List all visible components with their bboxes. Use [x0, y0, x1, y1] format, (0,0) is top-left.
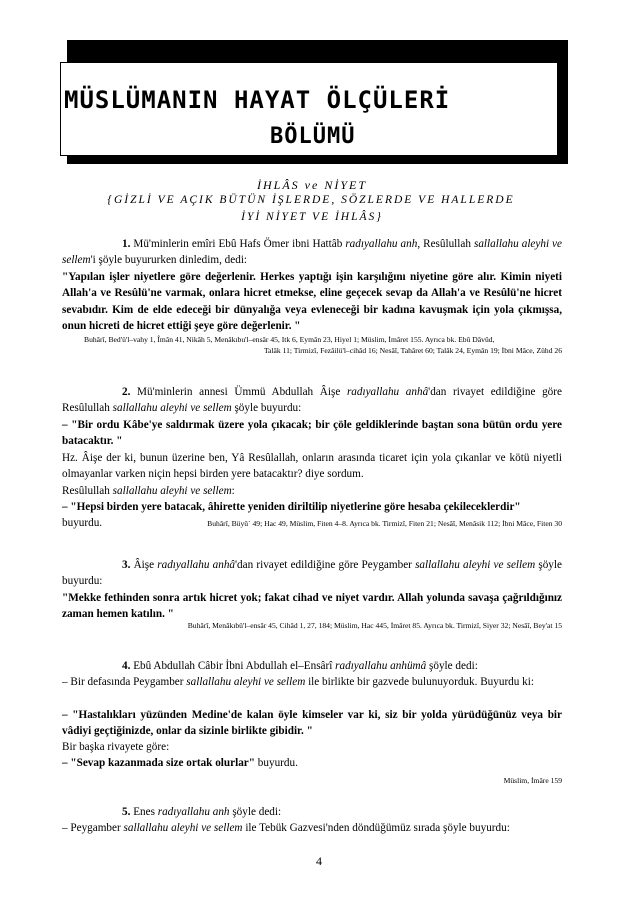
hadith-1-quote: "Yapılan işler niyetlere göre değerlenir. Herkes yaptığı işin karşılığını niyetine göre alır. Kimin niyeti Allah'a ve Resûlü'ne varmak, onlara hicret etmekse, eline geçecek sevap da Allah'a ve Resûlü'ne hicret sevabıdır. Kim de elde edeceği bir dünyalığa veya evleneceği bir kadına kavuşmak için yola çıkmışsa, onun hicreti de hicret ettiği şeye göre değerlenir. "	[62, 271, 562, 332]
hadith-1-source-2: Talâk 11; Tirmizî, Fezâilü'l–cihâd 16; Nesâî, Tahâret 60; Talâk 24, Eymân 19; İbni Mâce, Zühd 26	[263, 346, 562, 355]
hadith-number: 3.	[122, 559, 131, 571]
section-heading: İHLÂS ve NİYET	[257, 178, 367, 192]
page-title-line1: MÜSLÜMANIN HAYAT ÖLÇÜLERİ	[64, 86, 451, 114]
hadith-3-intro: 3. Âişe radıyallahu anhâ'dan rivayet edildiğine göre Peygamber sallallahu aleyhi ve sellem şöyle buyurdu:	[62, 559, 562, 588]
hadith-3-source: Buhârî, Menâkıbü'l–ensâr 45, Cihâd 1, 27, 184; Müslim, Hac 445, İmâret 85. Ayrıca bk. Tirmizî, Siyer 32; Nesâî, Bey'at 15	[187, 621, 562, 630]
hadith-4-context: – Bir defasında Peygamber sallallahu aleyhi ve sellem ile birlikte bir gazvede bulunuyorduk. Buyurdu ki:	[62, 676, 534, 688]
hadith-2-intro: 2. Mü'minlerin annesi Ümmü Abdullah Âişe radıyallahu anhâ'dan rivayet edildiğine göre Resûlullah sallallahu aleyhi ve sellem şöyle buyurdu:	[62, 386, 562, 415]
hadith-4-quote: – "Hastalıkları yüzünden Medine'de kalan öyle kimseler var ki, siz bir yolda yürüdüğünüz veya bir vâdiyi geçtiğinizde, onlar da sizinle birlikte gibidir. "	[62, 709, 562, 738]
hadith-5-context: – Peygamber sallallahu aleyhi ve sellem ile Tebük Gazvesi'nden döndüğümüz sırada şöyle buyurdu:	[62, 822, 510, 834]
hadith-2-quote-1: – "Bir ordu Kâbe'ye saldırmak üzere yola çıkacak; bir çöle geldiklerinde baştan sona bütün ordu yere batacaktır. "	[62, 419, 562, 448]
hadith-2-source: Buhârî, Büyû` 49; Hac 49, Müslim, Fiten 4–8. Ayrıca bk. Tirmizî, Fiten 21; Nesâî, Menâsik 112; İbni Mâce, Fiten 30	[207, 519, 562, 528]
hadith-1-source-1: Buhârî, Bed'ü'l–vahy 1, Îmân 41, Nikâh 5, Menâkıbu'l–ensâr 45, Itk 6, Eymân 23, Hiyel 1; Müslim, İmâret 155. Ayrıca bk. Ebû Dâvûd,	[84, 335, 495, 344]
hadith-number: 2.	[122, 386, 131, 398]
hadith-2-narration: Hz. Âişe der ki, bunun üzerine ben, Yâ Resûlallah, onların arasında ticaret için yola çıkanlar ve kötü niyetli olmayanlar varken niçin hepsi birden yere batacaktır? diye sordum.	[62, 452, 562, 481]
hadith-4-other-narration: Bir başka rivayete göre:	[62, 741, 170, 753]
hadith-1-intro: 1. Mü'minlerin emîri Ebû Hafs Ömer ibni Hattâb radıyallahu anh, Resûlullah sallallahu aleyhi ve sellem'i şöyle buyururken dinledim, dedi:	[62, 238, 562, 267]
hadith-2-quote-2: – "Hepsi birden yere batacak, âhirette yeniden diriltilip niyetlerine göre hesaba çekileceklerdir" buyurdu.	[62, 501, 521, 530]
page-number: 4	[316, 854, 322, 868]
hadith-3-quote: "Mekke fethinden sonra artık hicret yok; fakat cihad ve niyet vardır. Allah yolunda savaşa çağrıldığınız zaman hemen katılın. "	[62, 592, 562, 621]
hadith-2-resul-line: Resûlullah sallallahu aleyhi ve sellem:	[62, 485, 235, 497]
hadith-4-quote-2: – "Sevap kazanmada size ortak olurlar" buyurdu.	[62, 757, 298, 769]
section-subtitle-2: İYİ NİYET VE İHLÂS}	[241, 211, 383, 223]
hadith-4-source: Müslim, İmâre 159	[503, 776, 562, 785]
hadith-number: 5.	[122, 806, 131, 818]
section-subtitle-1: {GİZLİ VE AÇIK BÜTÜN İŞLERDE, SÖZLERDE VE HALLERDE	[107, 194, 515, 206]
page-title-line2: BÖLÜMÜ	[270, 124, 356, 149]
hadith-5-intro: 5. Enes radıyallahu anh şöyle dedi:	[122, 806, 282, 818]
hadith-4-intro: 4. Ebû Abdullah Câbir İbni Abdullah el–Ensârî radıyallahu anhümâ şöyle dedi:	[122, 660, 478, 672]
hadith-number: 1.	[122, 238, 131, 250]
hadith-number: 4.	[122, 660, 131, 672]
